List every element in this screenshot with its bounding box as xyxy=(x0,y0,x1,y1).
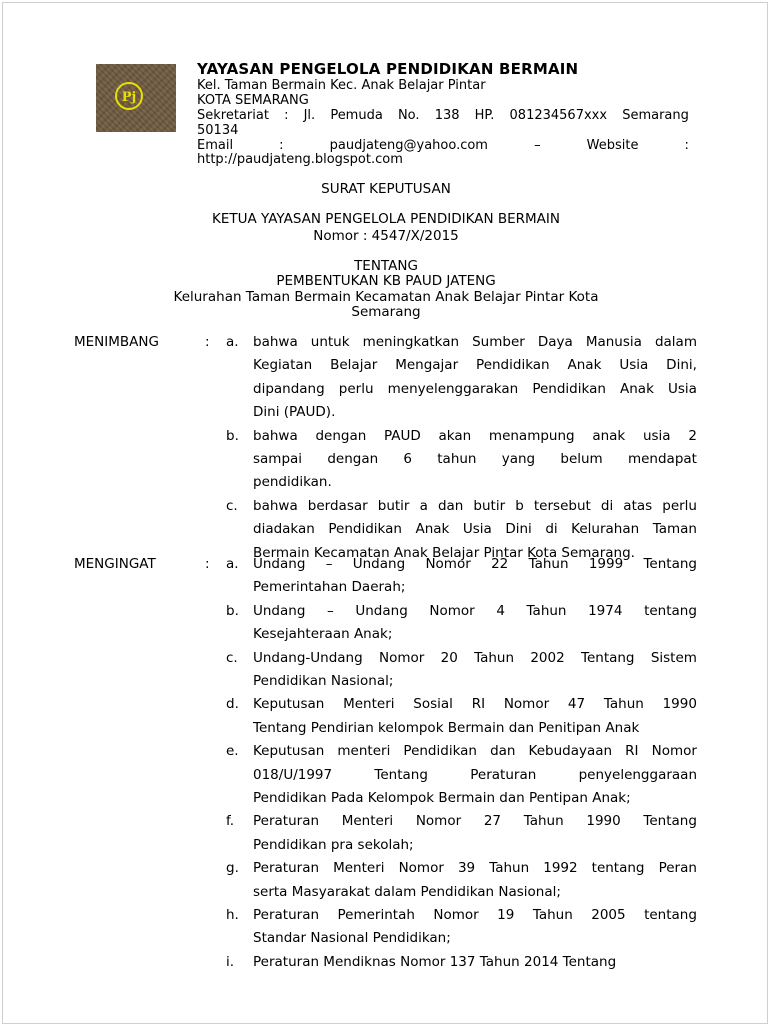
mengingat-item-letter: d. xyxy=(226,696,239,713)
doc-location: Kelurahan Taman Bermain Kecamatan Anak Belajar Pintar Kota xyxy=(173,289,599,305)
menimbang-item-line: bahwa berdasar butir a dan butir b tersebut di atas perlu xyxy=(253,497,697,514)
mengingat-colon: : xyxy=(205,556,210,572)
mengingat-item-line: Standar Nasional Pendidikan; xyxy=(253,930,451,947)
header-word: 081234567xxx xyxy=(509,108,608,123)
header-word: Sekretariat xyxy=(197,108,269,123)
header-word: Jl. xyxy=(303,108,316,123)
header-word: Website xyxy=(586,138,639,153)
menimbang-item-line: diadakan Pendidikan Anak Usia Dini di Kelurahan Taman xyxy=(253,521,697,538)
mengingat-item-letter: a. xyxy=(226,556,239,572)
menimbang-label: MENIMBANG xyxy=(74,334,159,350)
doc-about-label: TENTANG xyxy=(354,258,418,274)
menimbang-colon: : xyxy=(205,334,210,350)
mengingat-item-line: Pendidikan Pada Kelompok Bermain dan Pentipan Anak; xyxy=(253,790,631,806)
org-postal-code: 50134 xyxy=(197,123,239,138)
org-address-1: Kel. Taman Bermain Kec. Anak Belajar Pintar xyxy=(197,78,486,93)
menimbang-item-line: Dini (PAUD). xyxy=(253,404,336,421)
logo-text: Pj xyxy=(121,90,137,105)
doc-location-city: Semarang xyxy=(351,304,421,320)
mengingat-label: MENGINGAT xyxy=(74,556,156,572)
mengingat-item-line: Pemerintahan Daerah; xyxy=(253,579,406,596)
foundation-logo xyxy=(96,64,176,132)
org-title: YAYASAN PENGELOLA PENDIDIKAN BERMAIN xyxy=(197,60,579,78)
menimbang-item-line: sampai dengan 6 tahun yang belum mendapat xyxy=(253,451,697,467)
org-contact xyxy=(197,138,689,153)
org-city: KOTA SEMARANG xyxy=(197,93,309,108)
mengingat-item-line: Keputusan Menteri Sosial RI Nomor 47 Tahun 1990 xyxy=(253,696,697,713)
mengingat-item-line: serta Masyarakat dalam Pendidikan Nasional; xyxy=(253,883,561,900)
mengingat-item-line: Peraturan Menteri Nomor 27 Tahun 1990 Tentang xyxy=(253,813,697,830)
mengingat-item-letter: i. xyxy=(226,953,235,970)
mengingat-item-line: Pendidikan Nasional; xyxy=(253,673,394,689)
mengingat-item-line: Kesejahteraan Anak; xyxy=(253,626,393,643)
mengingat-item-line: Pendidikan pra sekolah; xyxy=(253,836,414,853)
header-word: Pemuda xyxy=(330,108,383,123)
org-secretariat xyxy=(197,108,689,123)
menimbang-item-letter: a. xyxy=(226,334,239,350)
doc-subject: PEMBENTUKAN KB PAUD JATENG xyxy=(276,273,496,289)
doc-issuer: KETUA YAYASAN PENGELOLA PENDIDIKAN BERMAIN xyxy=(212,211,560,227)
doc-title: SURAT KEPUTUSAN xyxy=(321,181,451,197)
menimbang-item-letter: b. xyxy=(226,427,239,444)
mengingat-item-line: Peraturan Pemerintah Nomor 19 Tahun 2005 tentang xyxy=(253,907,697,923)
header-word: Email xyxy=(197,138,234,153)
header-word: HP. xyxy=(474,108,495,123)
mengingat-item-letter: f. xyxy=(226,813,235,830)
mengingat-item-line: Undang – Undang Nomor 22 Tahun 1999 Tentang xyxy=(253,556,697,572)
header-word: – xyxy=(534,138,541,153)
menimbang-item-line: bahwa untuk meningkatkan Sumber Daya Manusia dalam xyxy=(253,334,697,350)
header-word: : xyxy=(279,138,284,153)
mengingat-item-line: 018/U/1997 Tentang Peraturan penyelenggaraan xyxy=(253,766,697,783)
mengingat-item-letter: b. xyxy=(226,602,239,619)
mengingat-item-letter: c. xyxy=(226,649,238,666)
mengingat-item-letter: g. xyxy=(226,860,239,877)
mengingat-item-line: Tentang Pendirian kelompok Bermain dan Penitipan Anak xyxy=(253,719,640,736)
mengingat-item-letter: e. xyxy=(226,743,239,760)
menimbang-item-line: pendidikan. xyxy=(253,474,332,491)
mengingat-item-line: Peraturan Menteri Nomor 39 Tahun 1992 tentang Peran xyxy=(253,860,697,877)
mengingat-item-line: Undang – Undang Nomor 4 Tahun 1974 tentang xyxy=(253,602,697,619)
menimbang-item-line: bahwa dengan PAUD akan menampung anak usia 2 xyxy=(253,427,697,444)
header-word: Semarang xyxy=(622,108,689,123)
mengingat-item-letter: h. xyxy=(226,907,239,923)
menimbang-item-line: dipandang perlu menyelenggarakan Pendidikan Anak Usia xyxy=(253,380,697,397)
doc-number: Nomor : 4547/X/2015 xyxy=(313,228,459,244)
mengingat-item-line: Peraturan Mendiknas Nomor 137 Tahun 2014 Tentang xyxy=(253,953,617,970)
header-word: paudjateng@yahoo.com xyxy=(329,138,488,153)
header-word: : xyxy=(684,138,689,153)
menimbang-item-line: Kegiatan Belajar Mengajar Pendidikan Anak Usia Dini, xyxy=(253,357,697,374)
header-word: No. xyxy=(397,108,420,123)
mengingat-item-line: Undang-Undang Nomor 20 Tahun 2002 Tentang Sistem xyxy=(253,649,697,666)
menimbang-item-letter: c. xyxy=(226,497,238,514)
org-website: http://paudjateng.blogspot.com xyxy=(197,152,403,167)
menimbang-item-line: Bermain Kecamatan Anak Belajar Pintar Kota Semarang. xyxy=(253,544,635,561)
mengingat-item-line: Keputusan menteri Pendidikan dan Kebudayaan RI Nomor xyxy=(253,743,697,760)
header-word: : xyxy=(284,108,289,123)
header-word: 138 xyxy=(434,108,460,123)
